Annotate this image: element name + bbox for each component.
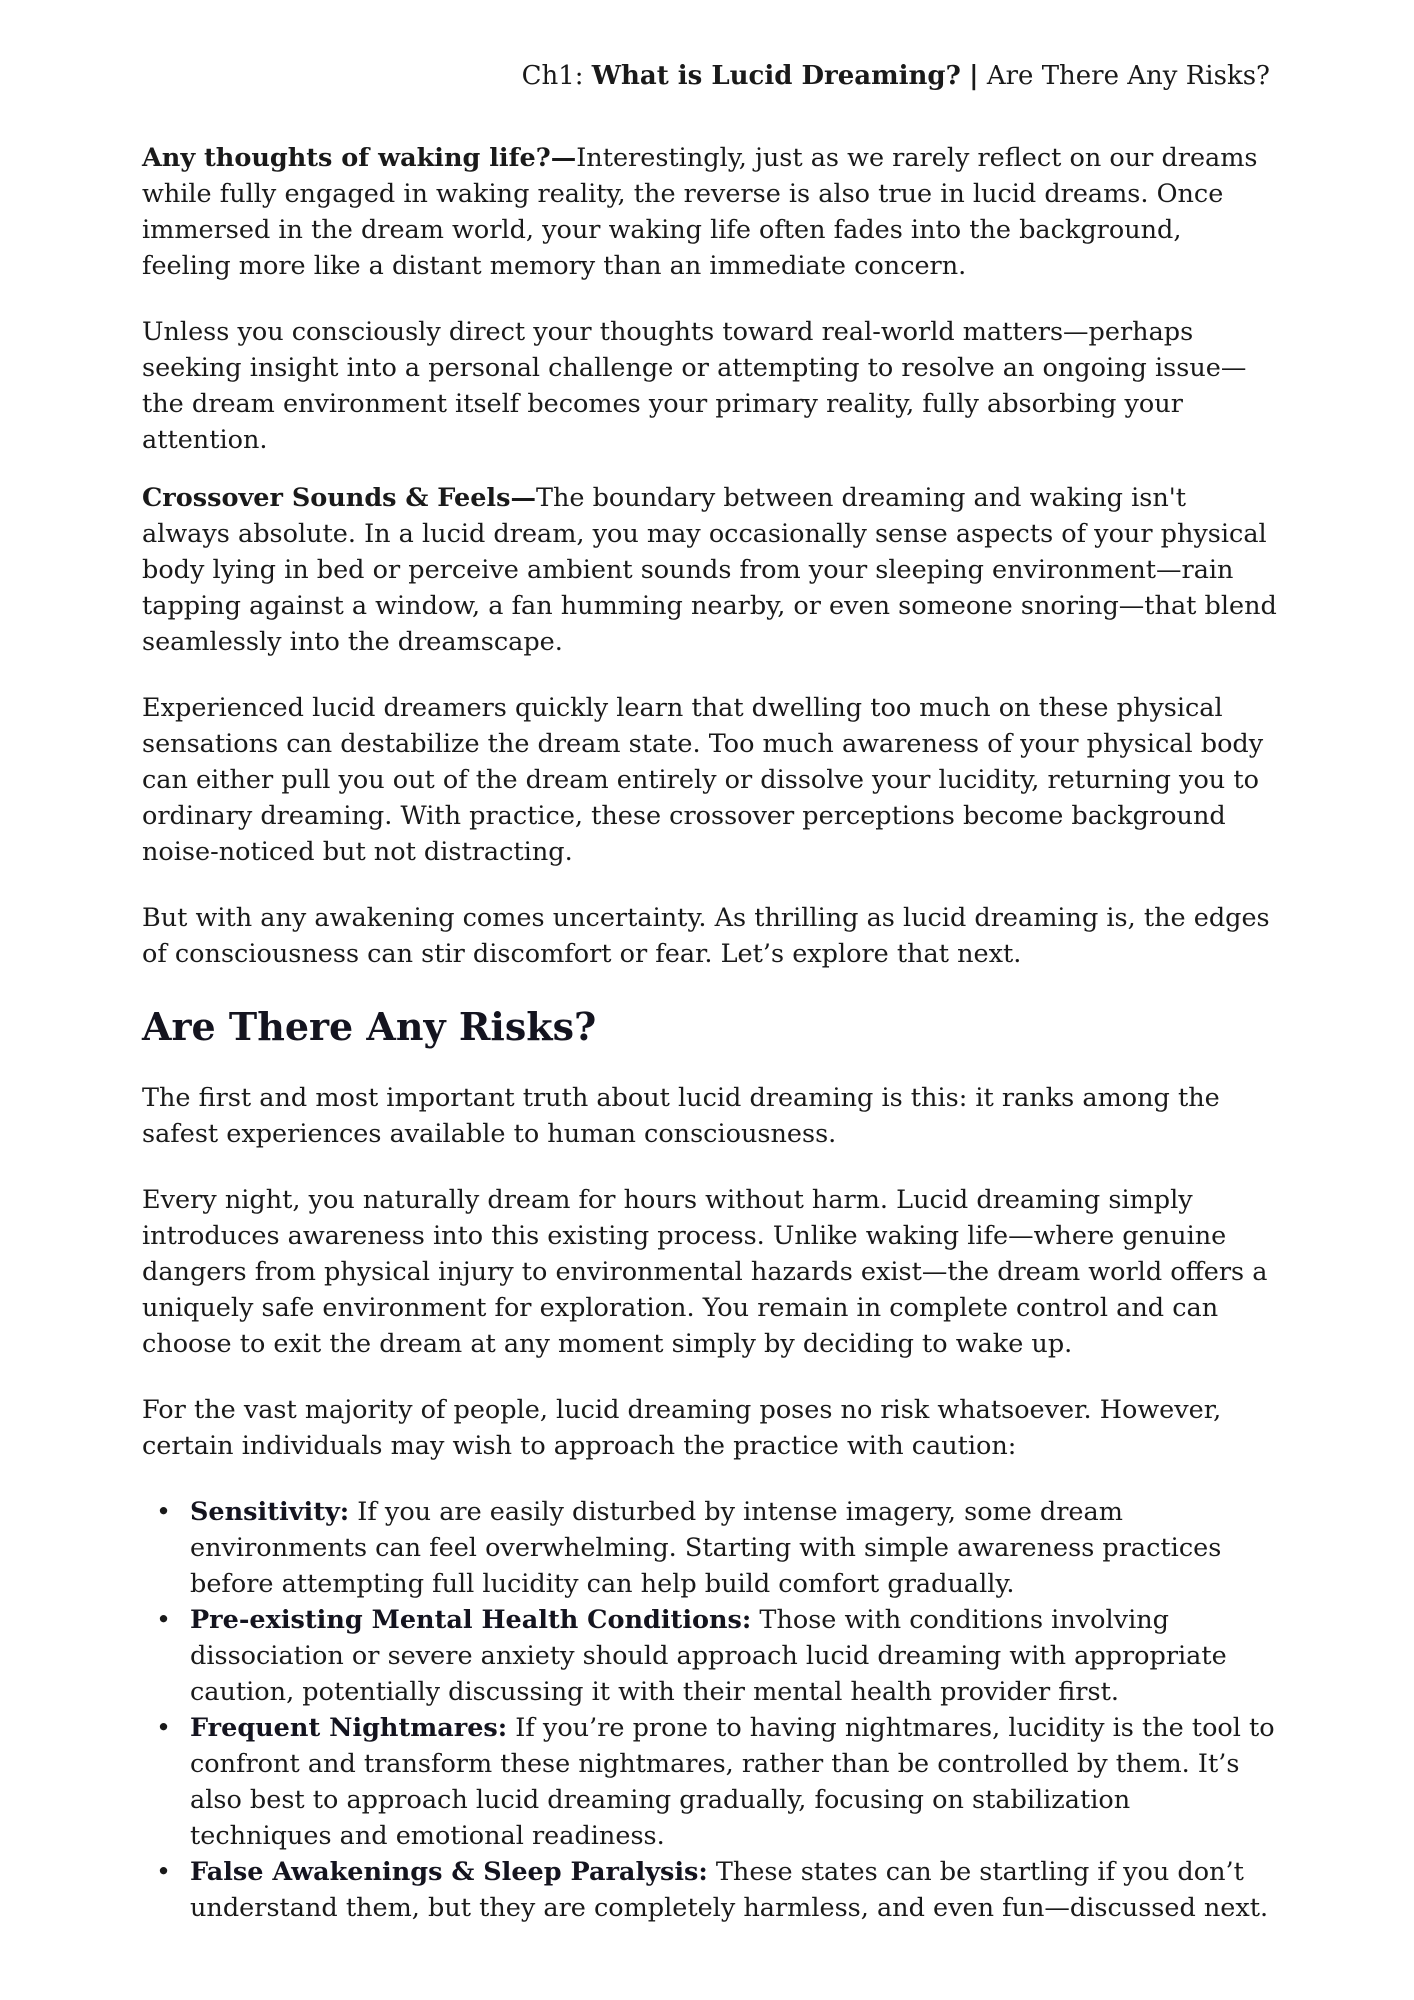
paragraph-text: Interestingly, just as we rarely reflect on our dreams while fully engaged in waking reality, the reverse is also true in lucid dreams. Once immersed in the dream world, your waking life often fades into the background, feeling more like a distant memory than an immediate concern.: [142, 143, 1258, 281]
risk-text: Those with conditions involving dissociation or severe anxiety should approach lucid dreaming with appropriate caution, potentially discussing it with their mental health provider first.: [190, 1605, 1227, 1707]
risk-item-nightmares: [156, 1710, 1278, 1854]
paragraph-intro: The first and most important truth about lucid dreaming is this: it ranks among the safest experiences available to human consciousness.: [142, 1083, 1220, 1149]
section-heading: Are There Any Risks?: [142, 1004, 597, 1049]
paragraph-unless: Unless you consciously direct your thoughts toward real-world matters—perhaps seeking insight into a personal challenge or attempting to resolve an ongoing issue—the dream environment itself becomes your primary reality, fully absorbing your attention.: [142, 317, 1247, 455]
risk-term: Pre-existing Mental Health Conditions:: [190, 1605, 752, 1635]
risk-item-false-awakenings: [156, 1854, 1278, 1926]
paragraph-every-night: Every night, you naturally dream for hours without harm. Lucid dreaming simply introduces awareness into this existing process. Unlike waking life—where genuine dangers from physical injury to environmental hazards exist—the dream world offers a uniquely safe environment for exploration. You remain in complete control and can choose to exit the dream at any moment simply by deciding to wake up.: [142, 1185, 1268, 1359]
paragraph-crossover: [142, 480, 1278, 660]
bullet-icon: •: [156, 1605, 172, 1635]
bullet-icon: •: [156, 1857, 172, 1887]
header-separator: |: [969, 61, 979, 91]
risk-text: If you are easily disturbed by intense imagery, some dream environments can feel overwhelming. Starting with simple awareness practices before attempting full lucidity can help build comfort gradually.: [190, 1497, 1222, 1599]
paragraph-lead: Any thoughts of waking life?—: [142, 143, 577, 173]
paragraph-experienced: Experienced lucid dreamers quickly learn that dwelling too much on these physical sensations can destabilize the dream state. Too much awareness of your physical body can either pull you out of the dream entirely or dissolve your lucidity, returning you to ordinary dreaming. With practice, these crossover perceptions become background noise-noticed but not distracting.: [142, 693, 1264, 867]
page-body: [142, 140, 1278, 1926]
risk-list: [142, 1494, 1278, 1926]
paragraph-transition: But with any awakening comes uncertainty. As thrilling as lucid dreaming is, the edges of consciousness can stir discomfort or fear. Let’s explore that next.: [142, 903, 1270, 969]
paragraph-lead: Crossover Sounds & Feels—: [142, 483, 536, 513]
chapter-prefix: Ch1:: [521, 61, 584, 91]
running-header: [522, 58, 1270, 94]
risk-term: Sensitivity:: [190, 1497, 350, 1527]
bullet-icon: •: [156, 1713, 172, 1743]
risk-term: False Awakenings & Sleep Paralysis:: [190, 1857, 708, 1887]
bullet-icon: •: [156, 1497, 172, 1527]
section-title: Are There Any Risks?: [986, 61, 1270, 91]
risk-text: These states can be startling if you don’t understand them, but they are completely harmless, and even fun—discussed next.: [190, 1857, 1269, 1923]
chapter-title: What is Lucid Dreaming?: [591, 61, 961, 91]
risk-item-mental-health: [156, 1602, 1278, 1710]
risk-term: Frequent Nightmares:: [190, 1713, 508, 1743]
paragraph-text: The boundary between dreaming and waking isn't always absolute. In a lucid dream, you may occasionally sense aspects of your physical body lying in bed or perceive ambient sounds from your sleeping environment—rain tapping against a window, a fan humming nearby, or even someone snoring—that blend seamlessly into the dreamscape.: [142, 483, 1277, 657]
risk-item-sensitivity: [156, 1494, 1278, 1602]
risk-text: If you’re prone to having nightmares, lucidity is the tool to confront and transform these nightmares, rather than be controlled by them. It’s also best to approach lucid dreaming gradually, focusing on stabilization techniques and emotional readiness.: [190, 1713, 1275, 1851]
paragraph-majority: For the vast majority of people, lucid dreaming poses no risk whatsoever. However, certain individuals may wish to approach the practice with caution:: [142, 1395, 1222, 1461]
paragraph-waking-life: [142, 140, 1278, 284]
